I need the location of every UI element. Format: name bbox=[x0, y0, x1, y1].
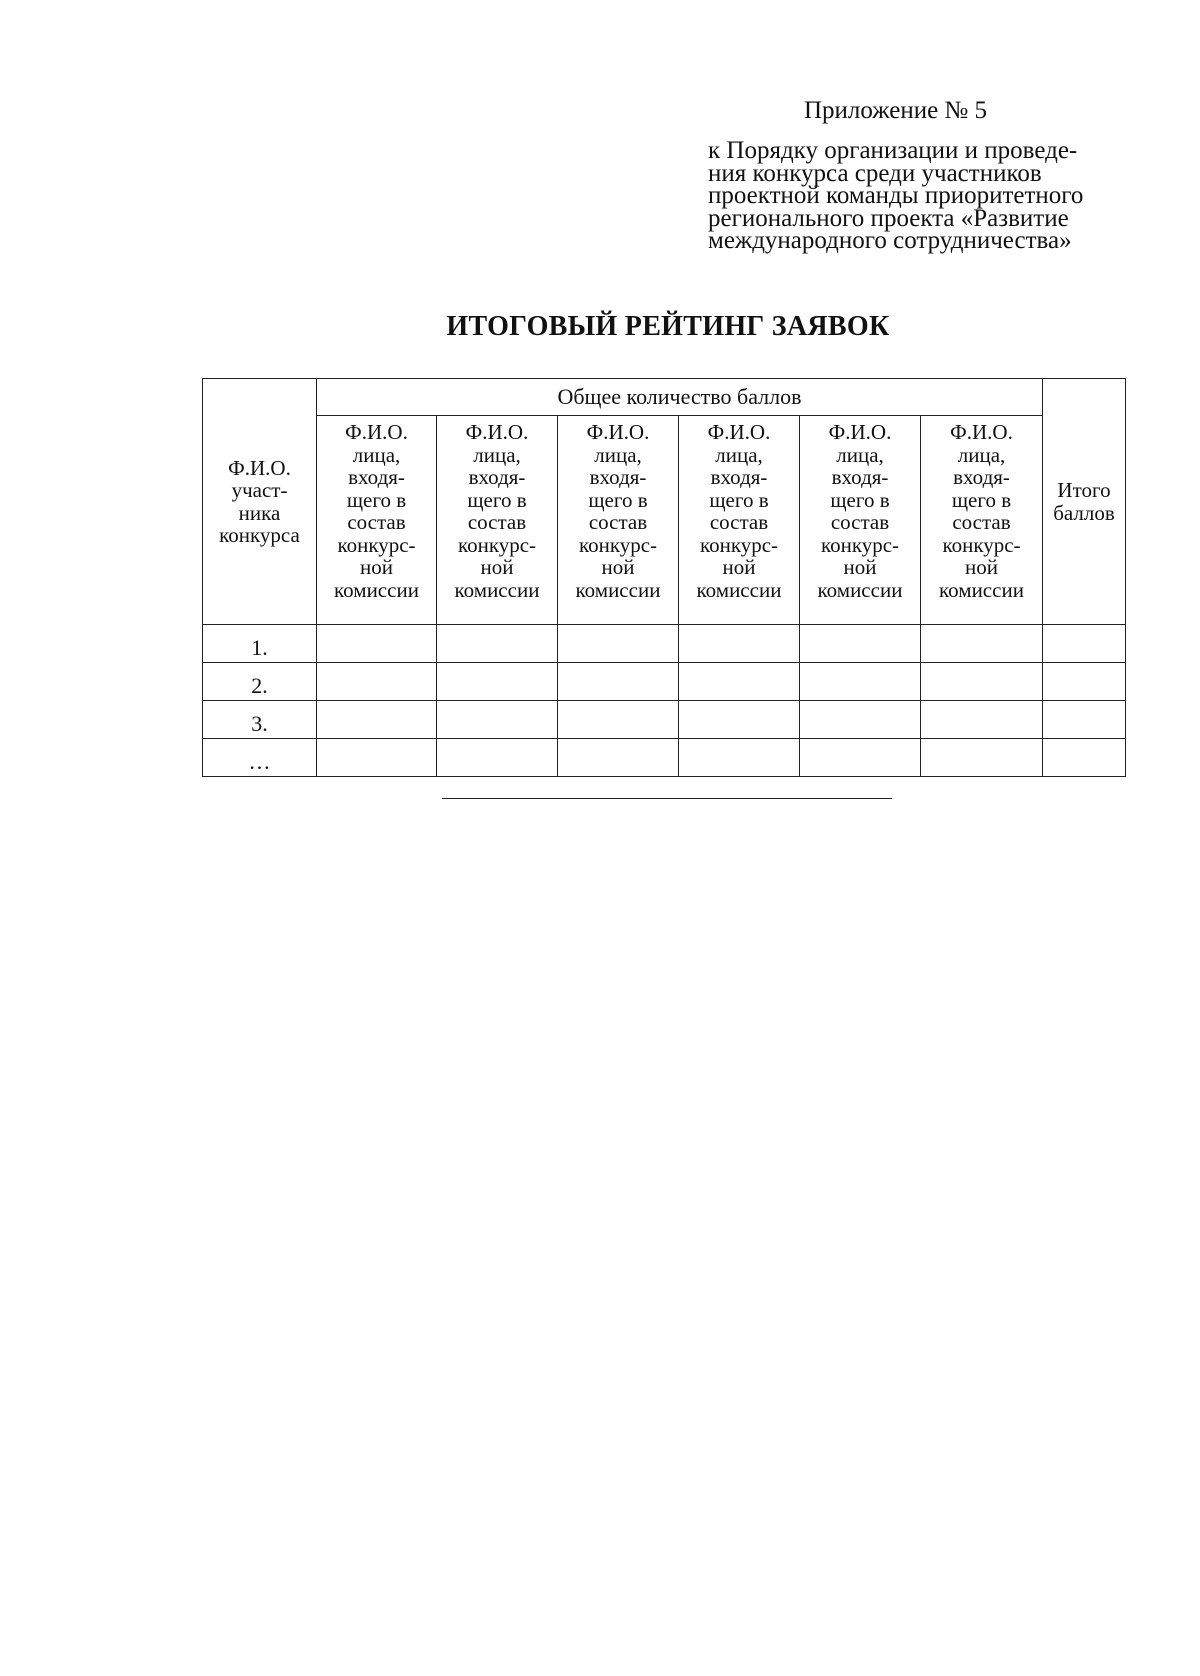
table-row bbox=[203, 739, 1126, 777]
score-cell bbox=[558, 701, 679, 739]
score-cell bbox=[921, 701, 1043, 739]
table-row bbox=[203, 663, 1126, 701]
score-cell bbox=[437, 701, 558, 739]
score-cell bbox=[800, 625, 921, 663]
row-number: … bbox=[203, 739, 317, 777]
document-title: ИТОГОВЫЙ РЕЙТИНГ ЗАЯВОК bbox=[446, 311, 890, 342]
commission-member-header: Ф.И.О. лица, входя- щего в состав конкурс- ной комиссии bbox=[437, 416, 558, 625]
rating-table bbox=[202, 378, 1126, 777]
score-cell bbox=[558, 625, 679, 663]
total-cell bbox=[1043, 739, 1126, 777]
row-number: 3. bbox=[203, 701, 317, 739]
total-cell bbox=[1043, 625, 1126, 663]
appendix-text bbox=[708, 137, 1128, 254]
score-cell bbox=[921, 739, 1043, 777]
score-cell bbox=[317, 625, 437, 663]
appendix-line: проектной команды приоритетного bbox=[708, 182, 1084, 209]
score-cell bbox=[317, 701, 437, 739]
score-cell bbox=[800, 663, 921, 701]
total-cell bbox=[1043, 663, 1126, 701]
score-cell bbox=[558, 739, 679, 777]
score-cell bbox=[679, 663, 800, 701]
score-cell bbox=[679, 701, 800, 739]
commission-member-header: Ф.И.О. лица, входя- щего в состав конкурс- ной комиссии bbox=[921, 416, 1043, 625]
score-cell bbox=[921, 663, 1043, 701]
commission-member-header: Ф.И.О. лица, входя- щего в состав конкурс- ной комиссии bbox=[317, 416, 437, 625]
appendix-line: регионального проекта «Развитие bbox=[708, 204, 1069, 232]
appendix-title: Приложение № 5 bbox=[804, 97, 988, 124]
score-cell bbox=[679, 739, 800, 777]
total-points-header: Итого баллов bbox=[1043, 379, 1126, 625]
commission-member-header: Ф.И.О. лица, входя- щего в состав конкурс- ной комиссии bbox=[679, 416, 800, 625]
score-cell bbox=[317, 663, 437, 701]
score-cell bbox=[437, 663, 558, 701]
score-cell bbox=[921, 625, 1043, 663]
commission-member-header: Ф.И.О. лица, входя- щего в состав конкурс- ной комиссии bbox=[800, 416, 921, 625]
table-row bbox=[203, 625, 1126, 663]
score-cell bbox=[800, 739, 921, 777]
score-cell bbox=[437, 625, 558, 663]
appendix-line: международного сотрудничества» bbox=[708, 227, 1072, 254]
appendix-line: к Порядку организации и проведе- bbox=[708, 137, 1078, 164]
score-cell bbox=[558, 663, 679, 701]
commission-member-header: Ф.И.О. лица, входя- щего в состав конкурс- ной комиссии bbox=[558, 416, 679, 625]
member-header-row bbox=[203, 416, 1126, 625]
score-cell bbox=[800, 701, 921, 739]
total-score-group-header: Общее количество баллов bbox=[317, 379, 1043, 416]
rating-body bbox=[203, 625, 1126, 777]
participant-header: Ф.И.О. участ- ника конкурса bbox=[203, 379, 317, 625]
total-cell bbox=[1043, 701, 1126, 739]
appendix-block bbox=[708, 98, 1128, 253]
score-cell bbox=[437, 739, 558, 777]
score-cell bbox=[679, 625, 800, 663]
appendix-line: ния конкурса среди участников bbox=[708, 159, 1042, 187]
bottom-rule bbox=[442, 798, 892, 799]
score-cell bbox=[317, 739, 437, 777]
row-number: 2. bbox=[203, 663, 317, 701]
table-row bbox=[203, 701, 1126, 739]
row-number: 1. bbox=[203, 625, 317, 663]
